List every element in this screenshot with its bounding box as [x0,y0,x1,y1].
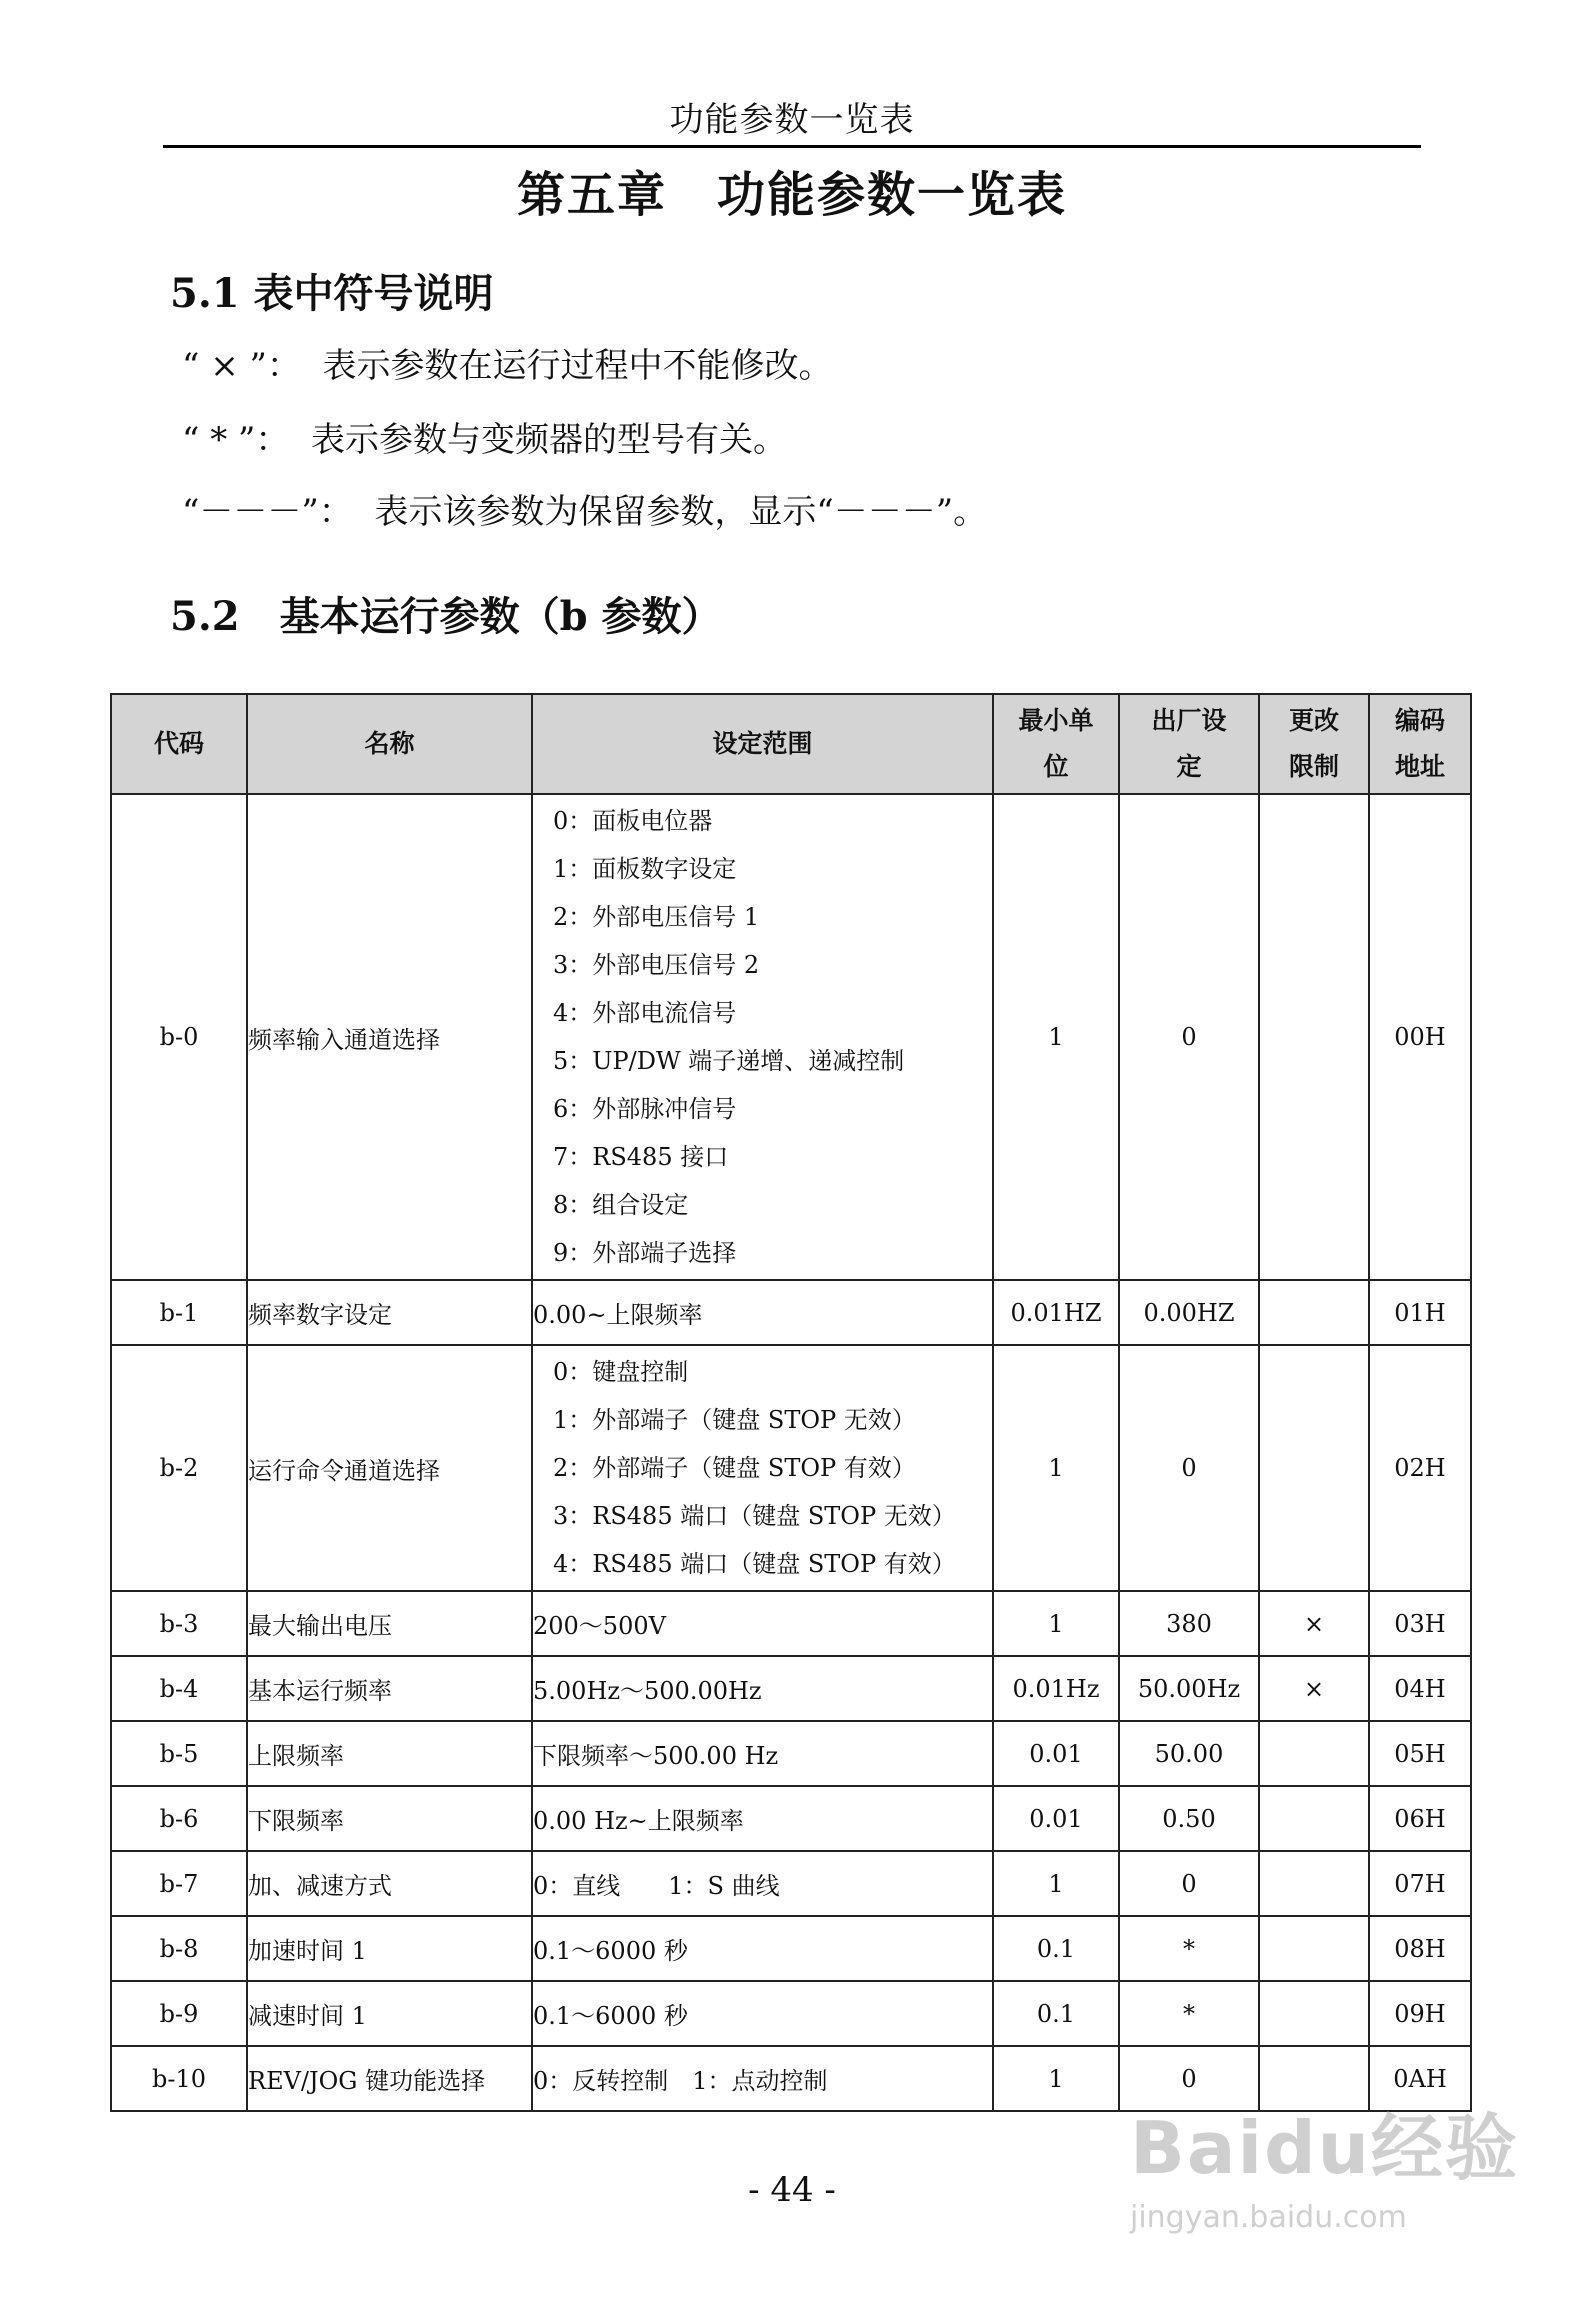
cell-code: b-2 [111,1345,247,1591]
cell-name: 频率数字设定 [247,1280,532,1345]
cell-change-limit [1259,1916,1369,1981]
cell-range: 0.1～6000 秒 [532,1981,993,2046]
cell-change-limit [1259,1786,1369,1851]
cell-min-unit: 0.01Hz [993,1656,1119,1721]
cell-min-unit: 0.01 [993,1786,1119,1851]
header-change-limit: 更改 限制 [1259,694,1369,794]
cell-name: 运行命令通道选择 [247,1345,532,1591]
cell-min-unit: 1 [993,1591,1119,1656]
cell-min-unit: 0.1 [993,1916,1119,1981]
parameter-table [110,693,1472,2112]
table-row [111,1345,1471,1591]
watermark-logo-text: Baidu经验 [1130,2106,1519,2190]
cell-min-unit: 0.1 [993,1981,1119,2046]
range-option: 1：外部端子（键盘 STOP 无效） [553,1406,916,1434]
cell-range [532,794,993,1280]
cell-address: 00H [1369,794,1471,1280]
range-option: 0：键盘控制 [553,1358,689,1386]
cell-min-unit: 1 [993,794,1119,1280]
table-row [111,1981,1471,2046]
header-code: 代码 [111,694,247,794]
cell-factory-default: * [1119,1916,1259,1981]
range-option: 4：外部电流信号 [553,999,737,1027]
cell-code: b-6 [111,1786,247,1851]
range-option: 2：外部电压信号 1 [553,903,760,931]
cell-min-unit: 1 [993,2046,1119,2111]
header-min-unit: 最小单 位 [993,694,1119,794]
cell-factory-default: 50.00Hz [1119,1656,1259,1721]
cell-range: 200～500V [532,1591,993,1656]
cell-min-unit: 1 [993,1851,1119,1916]
cell-factory-default: * [1119,1981,1259,2046]
cell-code: b-5 [111,1721,247,1786]
cell-factory-default: 0 [1119,2046,1259,2111]
cell-code: b-1 [111,1280,247,1345]
table-row [111,1280,1471,1345]
cell-change-limit: × [1259,1656,1369,1721]
range-option: 9：外部端子选择 [553,1239,737,1267]
cell-change-limit [1259,1851,1369,1916]
section-heading-5-1: 5.1 表中符号说明 [170,270,494,317]
table-row [111,1721,1471,1786]
running-header: 功能参数一览表 [669,100,915,140]
cell-range: 0.1～6000 秒 [532,1916,993,1981]
cell-range: 0.00~上限频率 [532,1280,993,1345]
cell-code: b-4 [111,1656,247,1721]
table-row [111,1591,1471,1656]
cell-range: 5.00Hz～500.00Hz [532,1656,993,1721]
table-row [111,794,1471,1280]
range-option: 5：UP/DW 端子递增、递减控制 [553,1047,905,1075]
cell-address: 07H [1369,1851,1471,1916]
range-option: 3：RS485 端口（键盘 STOP 无效） [553,1502,956,1530]
cell-name: 加、减速方式 [247,1851,532,1916]
cell-name: 下限频率 [247,1786,532,1851]
cell-range: 0.00 Hz~上限频率 [532,1786,993,1851]
cell-address: 01H [1369,1280,1471,1345]
cell-address: 09H [1369,1981,1471,2046]
cell-factory-default: 0 [1119,1345,1259,1591]
range-option: 7：RS485 接口 [553,1143,729,1171]
cell-name: REV/JOG 键功能选择 [247,2046,532,2111]
cell-address: 02H [1369,1345,1471,1591]
cell-range: 0：直线 1：S 曲线 [532,1851,993,1916]
table-row [111,1851,1471,1916]
header-address: 编码 地址 [1369,694,1471,794]
cell-address: 05H [1369,1721,1471,1786]
cell-address: 08H [1369,1916,1471,1981]
cell-code: b-9 [111,1981,247,2046]
range-option: 3：外部电压信号 2 [553,951,760,979]
cell-change-limit [1259,794,1369,1280]
range-option: 0：面板电位器 [553,807,713,835]
range-option: 8：组合设定 [553,1191,689,1219]
range-option: 4：RS485 端口（键盘 STOP 有效） [553,1550,956,1578]
cell-name: 基本运行频率 [247,1656,532,1721]
cell-min-unit: 0.01HZ [993,1280,1119,1345]
table-row [111,1916,1471,1981]
cell-min-unit: 1 [993,1345,1119,1591]
cell-change-limit [1259,1721,1369,1786]
header-factory-default: 出厂设 定 [1119,694,1259,794]
cell-address: 04H [1369,1656,1471,1721]
note-cross: “ × ”： 表示参数在运行过程中不能修改。 [182,346,833,386]
cell-name: 频率输入通道选择 [247,794,532,1280]
cell-name: 上限频率 [247,1721,532,1786]
section-heading-5-2: 5.2 基本运行参数（b 参数） [170,593,722,640]
cell-change-limit [1259,1280,1369,1345]
cell-name: 加速时间 1 [247,1916,532,1981]
range-option: 6：外部脉冲信号 [553,1095,737,1123]
chapter-title: 第五章 功能参数一览表 [516,167,1067,223]
cell-range: 下限频率～500.00 Hz [532,1721,993,1786]
range-option: 1：面板数字设定 [553,855,737,883]
cell-address: 06H [1369,1786,1471,1851]
cell-code: b-0 [111,794,247,1280]
cell-code: b-8 [111,1916,247,1981]
cell-factory-default: 0 [1119,794,1259,1280]
header-name: 名称 [247,694,532,794]
cell-range: 0：反转控制 1：点动控制 [532,2046,993,2111]
cell-change-limit: × [1259,1591,1369,1656]
cell-address: 0AH [1369,2046,1471,2111]
cell-name: 最大输出电压 [247,1591,532,1656]
header-rule [163,145,1421,148]
table-row [111,1786,1471,1851]
note-dashes: “－－－”： 表示该参数为保留参数，显示“－－－”。 [182,492,988,532]
baidu-watermark-logo [1130,2090,1519,2194]
cell-factory-default: 0.00HZ [1119,1280,1259,1345]
cell-min-unit: 0.01 [993,1721,1119,1786]
cell-address: 03H [1369,1591,1471,1656]
cell-code: b-7 [111,1851,247,1916]
cell-factory-default: 380 [1119,1591,1259,1656]
page-number: - 44 - [748,2170,836,2210]
cell-factory-default: 50.00 [1119,1721,1259,1786]
table-row [111,1656,1471,1721]
cell-range [532,1345,993,1591]
cell-code: b-3 [111,1591,247,1656]
table-header-row [111,694,1471,794]
cell-code: b-10 [111,2046,247,2111]
cell-change-limit [1259,1981,1369,2046]
range-option: 2：外部端子（键盘 STOP 有效） [553,1454,916,1482]
cell-factory-default: 0.50 [1119,1786,1259,1851]
header-range: 设定范围 [532,694,993,794]
note-asterisk: “ * ”： 表示参数与变频器的型号有关。 [182,420,787,460]
cell-name: 减速时间 1 [247,1981,532,2046]
cell-factory-default: 0 [1119,1851,1259,1916]
cell-change-limit [1259,1345,1369,1591]
watermark-url: jingyan.baidu.com [1130,2200,1407,2235]
